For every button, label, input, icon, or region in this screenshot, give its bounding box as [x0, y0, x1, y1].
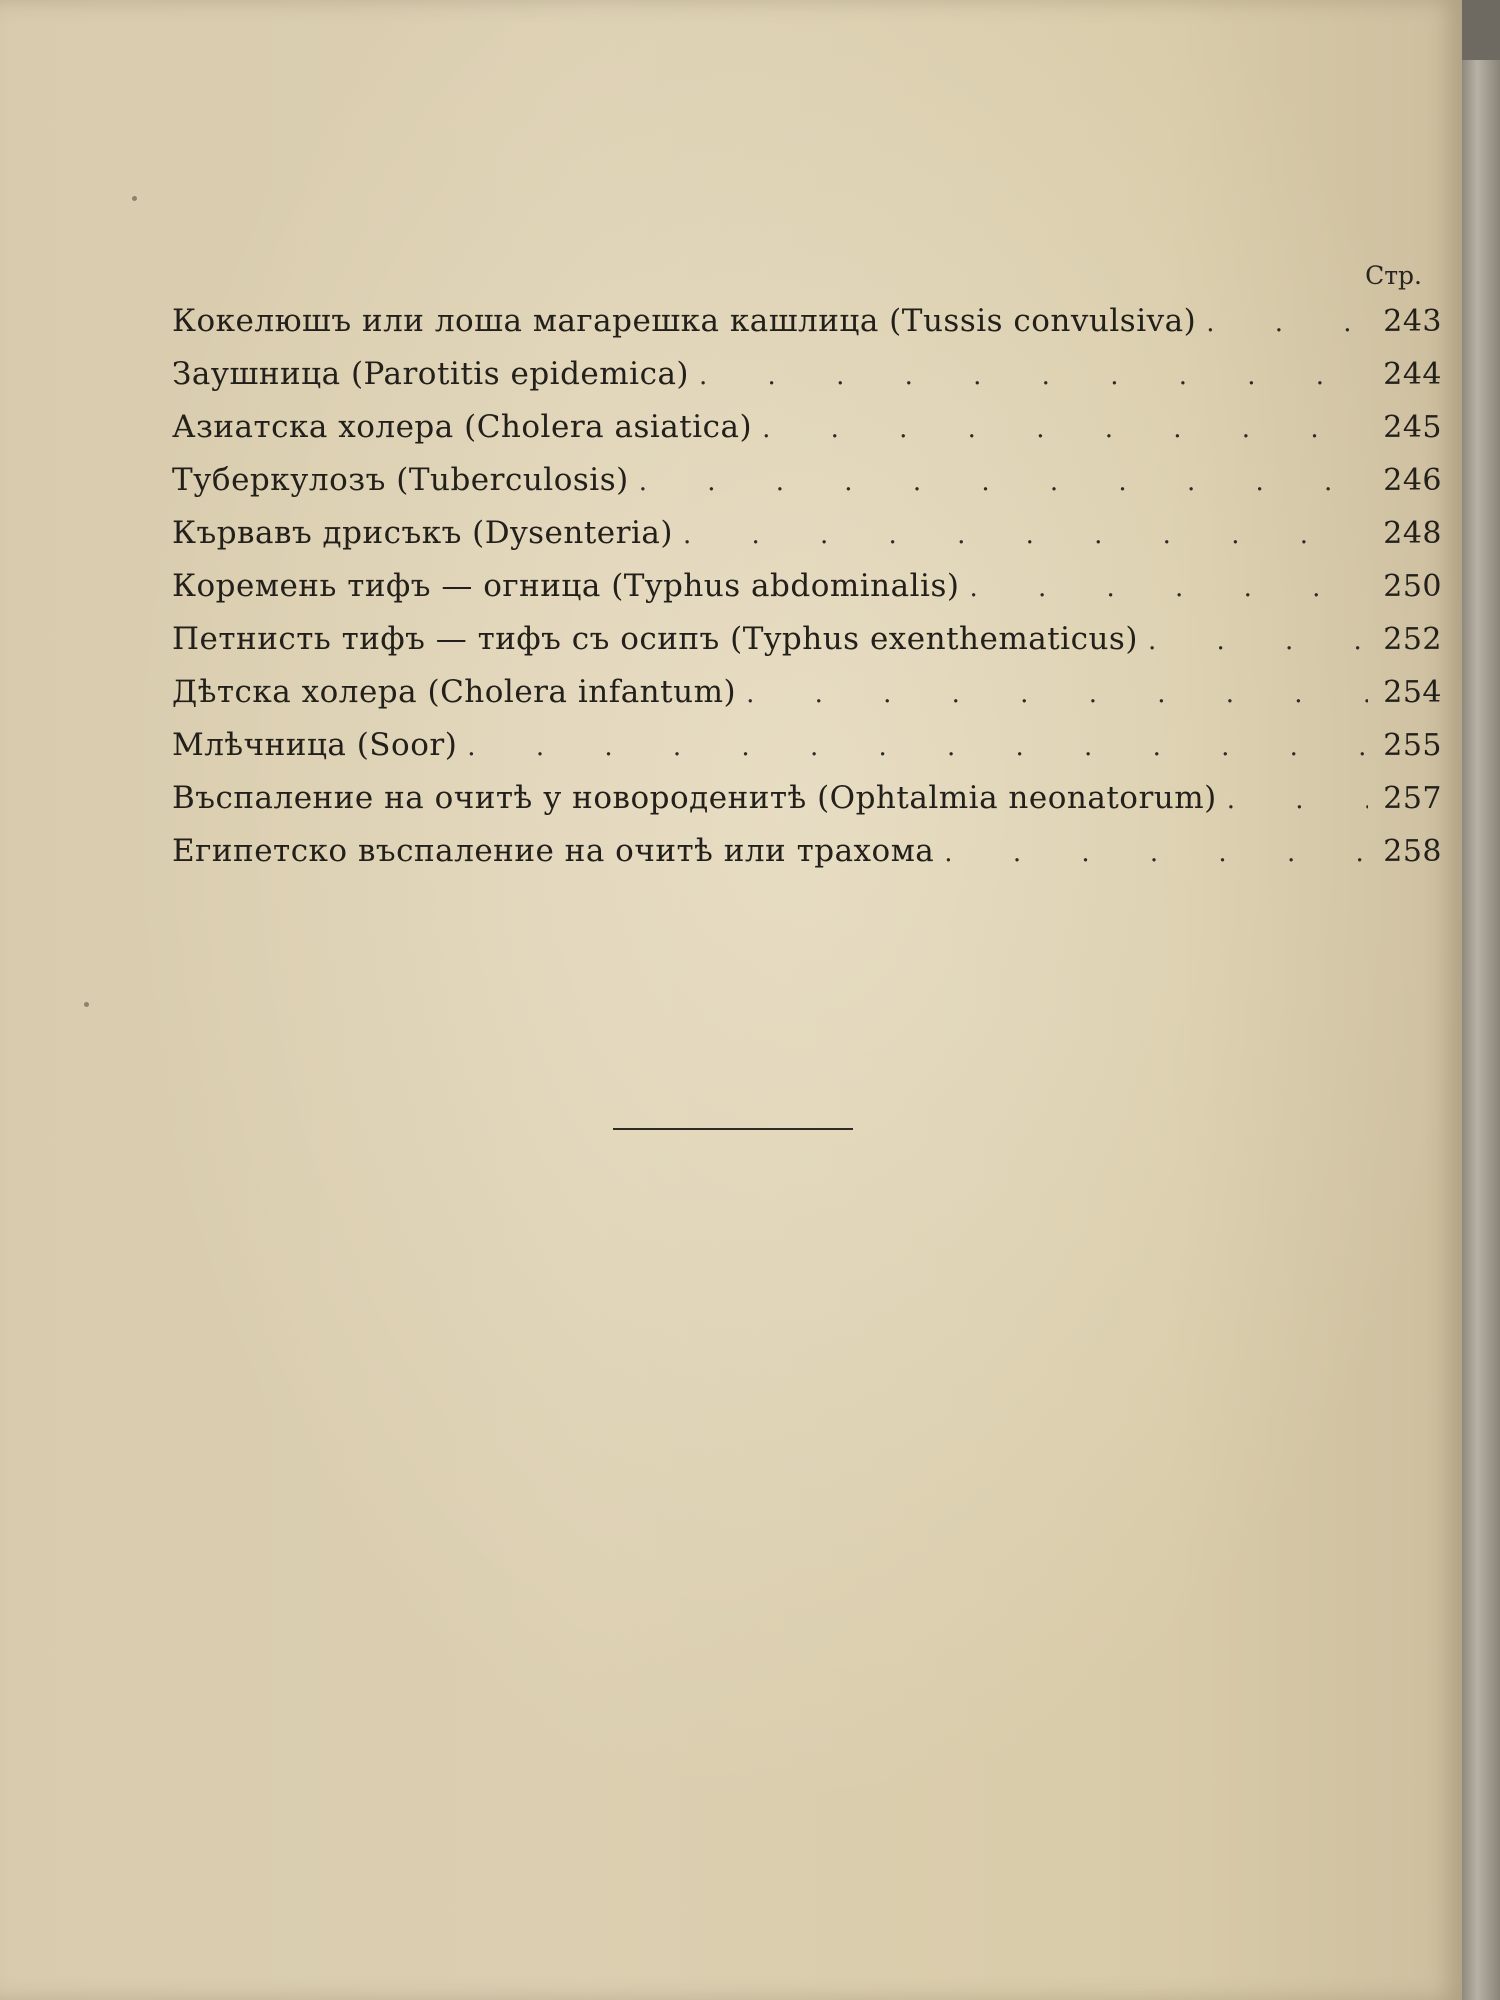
dot-leader: [1227, 785, 1368, 815]
dot-leader: [639, 467, 1368, 497]
entry-title: Египетско въспаление на очитѣ или трахома: [172, 833, 935, 869]
adjacent-page-edge: [1462, 60, 1500, 2000]
toc-entry: [172, 780, 1442, 833]
entry-page-number: 246: [1383, 463, 1442, 498]
toc-entry: [172, 303, 1442, 356]
entry-title: Азиатска холера (Cholera asiatica): [172, 409, 753, 445]
toc-entry: [172, 462, 1442, 515]
toc-entry: [172, 833, 1442, 886]
ink-speck: [84, 1002, 89, 1007]
entry-page-number: 243: [1383, 304, 1442, 339]
entry-title: Заушница (Parotitis epidemica): [172, 356, 690, 392]
toc-entry: [172, 356, 1442, 409]
dot-leader: [746, 679, 1368, 709]
entry-page-number: 254: [1383, 675, 1442, 710]
dot-leader: [1206, 308, 1368, 338]
entry-page-number: 255: [1383, 728, 1442, 763]
entry-title: Туберкулозъ (Tuberculosis): [172, 462, 629, 498]
dot-leader: [762, 414, 1368, 444]
ink-speck: [132, 196, 137, 201]
entry-title: Коремень тифъ — огница (Typhus abdominalis): [172, 568, 960, 604]
entry-page-number: 250: [1383, 569, 1442, 604]
entry-page-number: 245: [1383, 410, 1442, 445]
dot-leader: [683, 520, 1368, 550]
end-divider-rule: [613, 1128, 853, 1130]
toc-entry: [172, 621, 1442, 674]
entry-page-number: 244: [1383, 357, 1442, 392]
dot-leader: [467, 732, 1368, 762]
toc-entry: [172, 409, 1442, 462]
entry-page-number: 257: [1383, 781, 1442, 816]
toc-entry: [172, 568, 1442, 621]
entry-page-number: 252: [1383, 622, 1442, 657]
entry-page-number: 258: [1383, 834, 1442, 869]
entry-title: Кокелюшъ или лоша магарешка кашлица (Tussis convulsiva): [172, 303, 1197, 339]
entry-title: Дѣтска холера (Cholera infantum): [172, 674, 737, 710]
dot-leader: [944, 838, 1368, 868]
dot-leader: [1148, 626, 1368, 656]
toc-entry: [172, 674, 1442, 727]
entry-title: Въспаление на очитѣ у новороденитѣ (Ophtalmia neonatorum): [172, 780, 1217, 816]
toc-entry: [172, 727, 1442, 780]
toc-entry: [172, 515, 1442, 568]
toc-list: [172, 303, 1442, 886]
entry-page-number: 248: [1383, 516, 1442, 551]
dot-leader: [699, 361, 1368, 391]
entry-title: Млѣчница (Soor): [172, 727, 458, 763]
dot-leader: [969, 573, 1368, 603]
entry-title: Петнисть тифъ — тифъ съ осипъ (Typhus exenthematicus): [172, 621, 1138, 657]
entry-title: Кървавъ дрисъкъ (Dysenteria): [172, 515, 673, 551]
page-column-header: Стр.: [1365, 261, 1422, 290]
